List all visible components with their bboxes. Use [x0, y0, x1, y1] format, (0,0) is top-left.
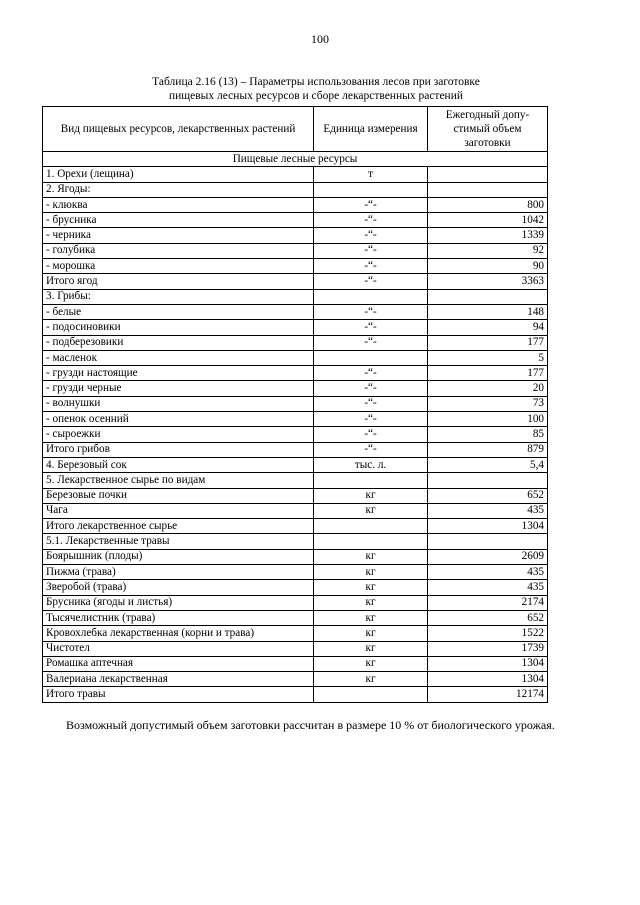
- table-row: [43, 626, 548, 641]
- cell-value: 3363: [427, 274, 547, 289]
- table-row: [43, 549, 548, 564]
- cell-name: Брусника (ягоды и листья): [43, 595, 314, 610]
- table-row: [43, 320, 548, 335]
- cell-unit: [314, 534, 428, 549]
- cell-name: - грузди настоящие: [43, 366, 314, 381]
- cell-name: - волнушки: [43, 396, 314, 411]
- cell-unit: т: [314, 167, 428, 182]
- cell-value: 92: [427, 243, 547, 258]
- cell-unit: -“-: [314, 213, 428, 228]
- cell-value: 5: [427, 350, 547, 365]
- cell-unit: кг: [314, 595, 428, 610]
- table-row: [43, 656, 548, 671]
- cell-name: - сыроежки: [43, 427, 314, 442]
- cell-unit: -“-: [314, 259, 428, 274]
- cell-name: Тысячелистник (трава): [43, 610, 314, 625]
- cell-value: 73: [427, 396, 547, 411]
- table-row: [43, 641, 548, 656]
- cell-unit: кг: [314, 503, 428, 518]
- cell-name: Валериана лекарственная: [43, 672, 314, 687]
- cell-name: 2. Ягоды:: [43, 182, 314, 197]
- table-row: [43, 197, 548, 212]
- cell-value: 85: [427, 427, 547, 442]
- cell-name: 3. Грибы:: [43, 289, 314, 304]
- table-row: [43, 473, 548, 488]
- cell-value: 1304: [427, 656, 547, 671]
- cell-value: 1304: [427, 672, 547, 687]
- cell-value: 100: [427, 412, 547, 427]
- section-title: Пищевые лесные ресурсы: [43, 152, 548, 167]
- cell-unit: [314, 687, 428, 702]
- cell-value: 652: [427, 488, 547, 503]
- cell-name: Боярышник (плоды): [43, 549, 314, 564]
- cell-value: 1339: [427, 228, 547, 243]
- cell-name: 4. Березовый сок: [43, 457, 314, 472]
- cell-value: 90: [427, 259, 547, 274]
- table-row: [43, 503, 548, 518]
- cell-value: 879: [427, 442, 547, 457]
- cell-value: 1522: [427, 626, 547, 641]
- cell-unit: кг: [314, 626, 428, 641]
- cell-unit: -“-: [314, 228, 428, 243]
- cell-unit: [314, 350, 428, 365]
- cell-unit: -“-: [314, 304, 428, 319]
- table-row: [43, 412, 548, 427]
- cell-value: 1304: [427, 519, 547, 534]
- table-row: [43, 565, 548, 580]
- table-row: [43, 442, 548, 457]
- table-row: [43, 534, 548, 549]
- cell-value: 435: [427, 503, 547, 518]
- cell-name: Чистотел: [43, 641, 314, 656]
- cell-name: 5. Лекарственное сырье по видам: [43, 473, 314, 488]
- header-volume: Ежегодный допу-стимый объем заготовки: [427, 107, 547, 152]
- table-header-row: [43, 107, 548, 152]
- cell-value: 5,4: [427, 457, 547, 472]
- cell-unit: кг: [314, 656, 428, 671]
- cell-name: Пижма (трава): [43, 565, 314, 580]
- cell-name: - грузди черные: [43, 381, 314, 396]
- cell-name: - голубика: [43, 243, 314, 258]
- table-row: [43, 366, 548, 381]
- table-row: [43, 213, 548, 228]
- header-unit: Единица измерения: [314, 107, 428, 152]
- cell-unit: -“-: [314, 366, 428, 381]
- cell-name: Итого травы: [43, 687, 314, 702]
- table-row: [43, 687, 548, 702]
- cell-value: [427, 167, 547, 182]
- cell-name: Березовые почки: [43, 488, 314, 503]
- cell-name: - подосиновики: [43, 320, 314, 335]
- cell-unit: -“-: [314, 381, 428, 396]
- cell-name: Чага: [43, 503, 314, 518]
- table-row: [43, 672, 548, 687]
- table-row: [43, 595, 548, 610]
- cell-name: Кровохлебка лекарственная (корни и трава): [43, 626, 314, 641]
- table-row: [43, 335, 548, 350]
- cell-unit: -“-: [314, 442, 428, 457]
- cell-name: Зверобой (трава): [43, 580, 314, 595]
- table-row: [43, 228, 548, 243]
- cell-name: - брусника: [43, 213, 314, 228]
- cell-unit: кг: [314, 580, 428, 595]
- table-row: [43, 457, 548, 472]
- table-row: [43, 274, 548, 289]
- table-row: [43, 427, 548, 442]
- table-row: [43, 289, 548, 304]
- cell-name: 5.1. Лекарственные травы: [43, 534, 314, 549]
- cell-unit: -“-: [314, 427, 428, 442]
- cell-name: - морошка: [43, 259, 314, 274]
- section-row: [43, 152, 548, 167]
- cell-unit: -“-: [314, 274, 428, 289]
- table-row: [43, 488, 548, 503]
- cell-value: 800: [427, 197, 547, 212]
- cell-name: Итого грибов: [43, 442, 314, 457]
- cell-unit: [314, 519, 428, 534]
- table-row: [43, 610, 548, 625]
- cell-name: - черника: [43, 228, 314, 243]
- footnote: Возможный допустимый объем заготовки рассчитан в размере 10 % от биологического урожая.: [66, 718, 555, 732]
- cell-unit: -“-: [314, 412, 428, 427]
- table-row: [43, 259, 548, 274]
- cell-unit: [314, 182, 428, 197]
- cell-unit: тыс. л.: [314, 457, 428, 472]
- table-row: [43, 182, 548, 197]
- table-row: [43, 304, 548, 319]
- cell-value: 1739: [427, 641, 547, 656]
- cell-name: - опенок осенний: [43, 412, 314, 427]
- cell-name: - подберезовики: [43, 335, 314, 350]
- cell-value: 177: [427, 335, 547, 350]
- cell-value: 2609: [427, 549, 547, 564]
- cell-unit: кг: [314, 565, 428, 580]
- cell-value: 12174: [427, 687, 547, 702]
- cell-unit: кг: [314, 672, 428, 687]
- cell-value: 20: [427, 381, 547, 396]
- cell-unit: -“-: [314, 243, 428, 258]
- cell-name: - клюква: [43, 197, 314, 212]
- table-row: [43, 350, 548, 365]
- cell-value: 148: [427, 304, 547, 319]
- table-row: [43, 381, 548, 396]
- resources-table: [42, 106, 548, 703]
- cell-value: [427, 473, 547, 488]
- cell-unit: [314, 289, 428, 304]
- table-row: [43, 243, 548, 258]
- cell-unit: -“-: [314, 320, 428, 335]
- cell-name: Ромашка аптечная: [43, 656, 314, 671]
- page-number: 100: [311, 32, 329, 46]
- cell-name: 1. Орехи (лещина): [43, 167, 314, 182]
- cell-value: 2174: [427, 595, 547, 610]
- table-caption: [44, 75, 588, 103]
- cell-unit: кг: [314, 549, 428, 564]
- cell-unit: -“-: [314, 335, 428, 350]
- cell-value: 94: [427, 320, 547, 335]
- table-row: [43, 580, 548, 595]
- cell-value: 435: [427, 565, 547, 580]
- cell-value: 177: [427, 366, 547, 381]
- cell-value: [427, 182, 547, 197]
- cell-unit: кг: [314, 610, 428, 625]
- cell-unit: кг: [314, 641, 428, 656]
- cell-value: 1042: [427, 213, 547, 228]
- cell-name: Итого лекарственное сырье: [43, 519, 314, 534]
- caption-line-2: пищевых лесных ресурсов и сборе лекарственных растений: [168, 90, 464, 102]
- table-row: [43, 519, 548, 534]
- cell-value: [427, 534, 547, 549]
- cell-value: [427, 289, 547, 304]
- cell-value: 435: [427, 580, 547, 595]
- cell-name: - белые: [43, 304, 314, 319]
- cell-unit: [314, 473, 428, 488]
- cell-name: Итого ягод: [43, 274, 314, 289]
- table-row: [43, 167, 548, 182]
- cell-unit: кг: [314, 488, 428, 503]
- header-name: Вид пищевых ресурсов, лекарственных растений: [43, 107, 314, 152]
- cell-unit: -“-: [314, 197, 428, 212]
- cell-unit: -“-: [314, 396, 428, 411]
- cell-name: - масленок: [43, 350, 314, 365]
- caption-line-1: Таблица 2.16 (13) – Параметры использования лесов при заготовке: [152, 76, 480, 88]
- table-row: [43, 396, 548, 411]
- cell-value: 652: [427, 610, 547, 625]
